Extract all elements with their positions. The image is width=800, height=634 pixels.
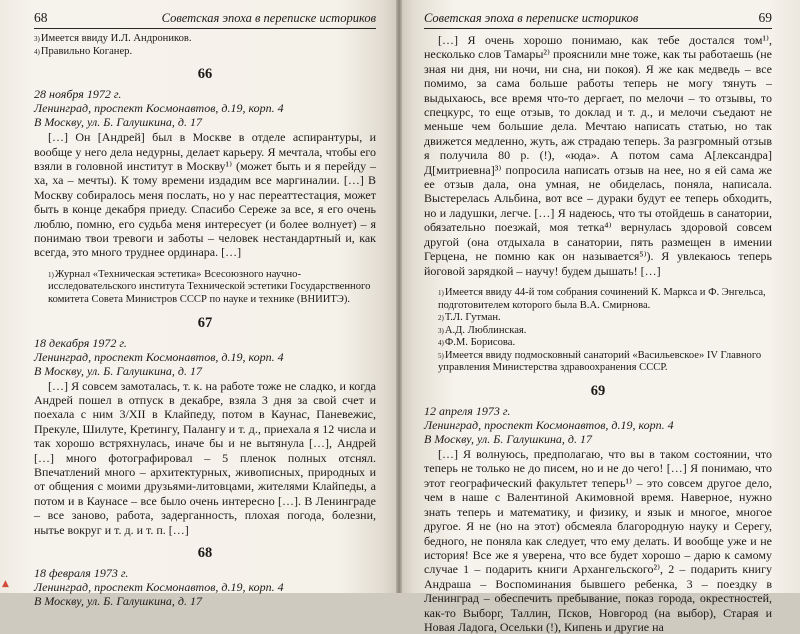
right-page: [398, 0, 800, 634]
letter-body: […] Я очень хорошо понимаю, как тебе достался том¹⁾, несколько слов Тамары²⁾ прояснили мне тоже, как ты работаешь (не зная ни дня, ни ночи, ни сна, ни покоя). Я же как медведь – все помимо, за сама больше работы теперь не могу тянуть – выдыхаюсь, все время что-то дергает, по мелочи – то отзывы, то спецкурс, то еще отзыв, то доклад и т. д., и мелочи съедают не меньше чем большие дела. Мечтаю написать статью, но так движется медленно, жуть, аж страдаю теперь. За разгромный отзыв я получила 80 р. (!), «юда». А потом сама А[лександра] Д[митриевна]³⁾ попросила написать отзыв на нее, но я ей сама же ее отзыв дала, она умная, не обиделась, поняла, написала. Выстерелась Альбина, вот все – дураки будут ее теперь обходить, но и ладушки, легче. […] Я надеюсь, что ты отойдешь в санатории, обязательно поезжай, моя тетка⁴⁾ вернулась здоровой совсем другой (она отдыхала в санатории, пять размещен в имении Герцена, не помню как он называется⁵⁾). Я увлекаюсь теперь йоговой зарядкой – научу! будем дышать! […]: [424, 33, 772, 278]
letter-from: Ленинград, проспект Космонавтов, д.19, корп. 4: [34, 101, 284, 116]
letter-number: 67: [197, 314, 213, 331]
letter-body: […] Я волнуюсь, предполагаю, что вы в таком состоянии, что теперь не только не до писем, но и не до чего! […] Я понимаю, что этот географический факультет теперь¹⁾ – это совсем другое дело, чем в наше с Валентиной Акимовной время. Наверное, нужно знать теперь и математику, и физику, и язык и многое, многое другое. Я не (но на этот) обсмеяла благородную науку и Серегу, бедного, не поняла как следует, что ему делать. И вообще уже и не история! Все же я уверена, что все будет хорошо – дарю к самому случае 1 – подарить книги Архангельского²⁾, 2 – подарить книгу Андраша – Воспоминания бывшего ребенка, 3 – поездку в Ленинград – обеспечить пребывание, показ города, окрестностей, как-то Выборг, Таллин, Псков, Новгород (на выбор), Старая и Новая Ладога, Осельки (!), Кипень и другие на: [424, 447, 772, 634]
letter-from: Ленинград, проспект Космонавтов, д.19, корп. 4: [34, 349, 284, 364]
footnote: $^{2)}$Т.Л. Гутман.: [438, 312, 501, 324]
letter-to: В Москву, ул. Б. Галушкина, д. 17: [34, 363, 202, 378]
letter-to: В Москву, ул. Б. Галушкина, д. 17: [424, 432, 592, 447]
footnote: $^{1)}$Имеется ввиду 44-й том собрания сочинений К. Маркса и Ф. Энгельса, подготовителем которого была В.А. Смирнова.: [438, 286, 766, 311]
left-page: [0, 0, 398, 609]
footnote: $^{4)}$Ф.М. Борисова.: [438, 337, 516, 349]
running-title: Советская эпоха в переписке историков: [424, 11, 639, 25]
page-number: 68: [34, 10, 48, 25]
scan-mark-icon: ▲: [2, 579, 9, 589]
running-header-left: [34, 10, 376, 29]
letter-body: […] Он [Андрей] был в Москве в отделе аспирантуры, и вообще у него дела недурны, делает карьеру. Я мечтала, чтобы его взяли в головной институт в Москву¹⁾ (может быть и я перейду – ха, ха – мечты). К тому времени издадим все маргиналии. […] В Москву собиралось меня послать, но у нас переаттестация, может быть в конце декабря приеду. Спасибо Сереже за все, я его очень люблю, помню, его судьба меня интересует (и более волнует) – я понимаю твои тревоги и заботы – человек нестандартный и, как всегда, это много труднее ординара. […]: [34, 130, 376, 260]
letter-number: 69: [590, 383, 606, 400]
footnote: $^{1)}$Журнал «Техническая эстетика» Всесоюзного научно-исследовательского института Технической эстетики Государственного комитета Совета Министров СССР по науке и технике (ВНИИТЭ).: [48, 268, 371, 306]
letter-from: Ленинград, проспект Космонавтов, д.19, корп. 4: [34, 580, 284, 595]
letter-footnotes: [34, 269, 376, 307]
letter-date: 28 ноября 1972 г.: [34, 87, 122, 102]
letter-date: 12 апреля 1973 г.: [424, 404, 511, 419]
letter-number: 66: [197, 66, 213, 83]
running-title: Советская эпоха в переписке историков: [161, 11, 376, 25]
footnote: $^{5)}$Имеется ввиду подмосковный санаторий «Васильевское» IV Главного управления Министерства здравоохранения СССР.: [438, 349, 762, 374]
letter-body: […] Я совсем замоталась, т. к. на работе тоже не сладко, и когда Андрей пошел в отпуск в декабре, взяла 3 дня за свой счет и поехала с ним 3/XII в Клайпеду, потом в Каунас, Паневежис, Прекуле, Шилуте, Кретингу, Палангу и т. д., приехала я 12 числа и так хорошо встряхнулась, иначе бы и не вытянула […], Андрей […] много фотографировал – 5 пленок полных отснял. Впечатлений много – архитектурных, живописных, природных и от общения с моими друзьями-литовцами, жителями Клайпеды, а потом и в Каунасе – все было очень интересно […]. В Ленинграде – все заново, работа, задерганность, плохая погода, болезни, нытье вокруг и т. д. и т. п. […]: [34, 378, 376, 537]
letter-footnotes: [424, 287, 772, 375]
running-header-right: [424, 10, 772, 29]
top-footnotes: [34, 33, 376, 58]
letter-date: 18 декабря 1972 г.: [34, 335, 127, 350]
letter-number: 68: [197, 545, 213, 562]
letter-from: Ленинград, проспект Космонавтов, д.19, корп. 4: [424, 418, 674, 433]
footnote: $^{3)}$А.Д. Люблинская.: [438, 324, 527, 336]
page-number: 69: [758, 10, 772, 25]
footnote: $^{3)}$Имеется ввиду И.Л. Андроников.: [34, 33, 192, 44]
letter-to: В Москву, ул. Б. Галушкина, д. 17: [34, 115, 202, 130]
book-gutter: [396, 0, 402, 593]
letter-date: 18 февраля 1973 г.: [34, 566, 129, 581]
footnote: $^{4)}$Правильно Коганер.: [34, 45, 133, 57]
letter-to: В Москву, ул. Б. Галушкина, д. 17: [34, 594, 202, 609]
